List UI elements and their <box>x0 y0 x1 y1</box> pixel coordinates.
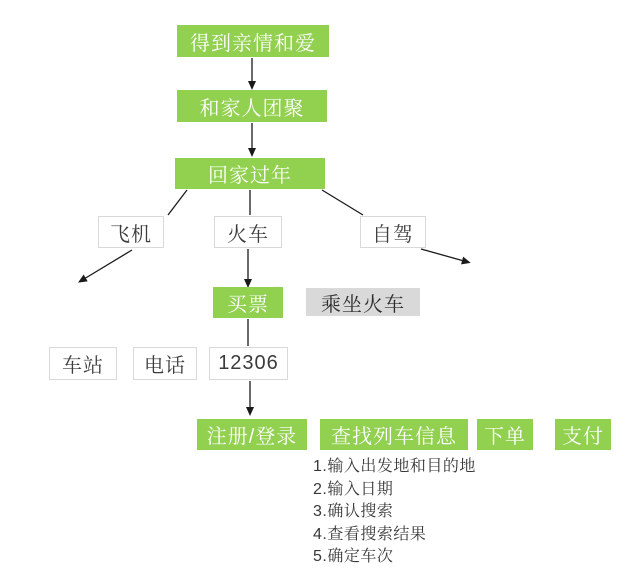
search-step-5: 5.确定车次 <box>313 548 394 565</box>
node-register-login: 注册/登录 <box>197 419 307 450</box>
search-step-1: 1.输入出发地和目的地 <box>313 458 476 475</box>
connector-gohome-to-selfdrive <box>322 190 363 215</box>
search-step-3: 3.确认搜索 <box>313 503 394 520</box>
node-station: 车站 <box>49 347 117 380</box>
node-plane: 飞机 <box>98 216 164 248</box>
search-step-4: 4.查看搜索结果 <box>313 525 427 543</box>
node-search-train-info: 查找列车信息 <box>320 419 468 450</box>
node-phone: 电话 <box>133 347 197 380</box>
arrow-selfdrive-out <box>421 249 464 261</box>
connector-gohome-to-plane <box>168 190 187 215</box>
node-reunite: 和家人团聚 <box>177 90 327 122</box>
node-place-order: 下单 <box>477 419 533 450</box>
node-self-drive: 自驾 <box>360 216 426 248</box>
node-buy-ticket: 买票 <box>213 287 283 318</box>
arrow-plane-out <box>84 250 132 279</box>
node-goal: 得到亲情和爱 <box>177 25 329 57</box>
node-pay: 支付 <box>555 419 611 450</box>
node-train: 火车 <box>214 216 282 248</box>
search-step-2: 2.输入日期 <box>313 480 394 498</box>
node-ride-train: 乘坐火车 <box>306 288 420 316</box>
search-steps-list <box>313 456 476 569</box>
node-12306: 12306 <box>209 347 288 380</box>
node-go-home: 回家过年 <box>175 158 325 189</box>
